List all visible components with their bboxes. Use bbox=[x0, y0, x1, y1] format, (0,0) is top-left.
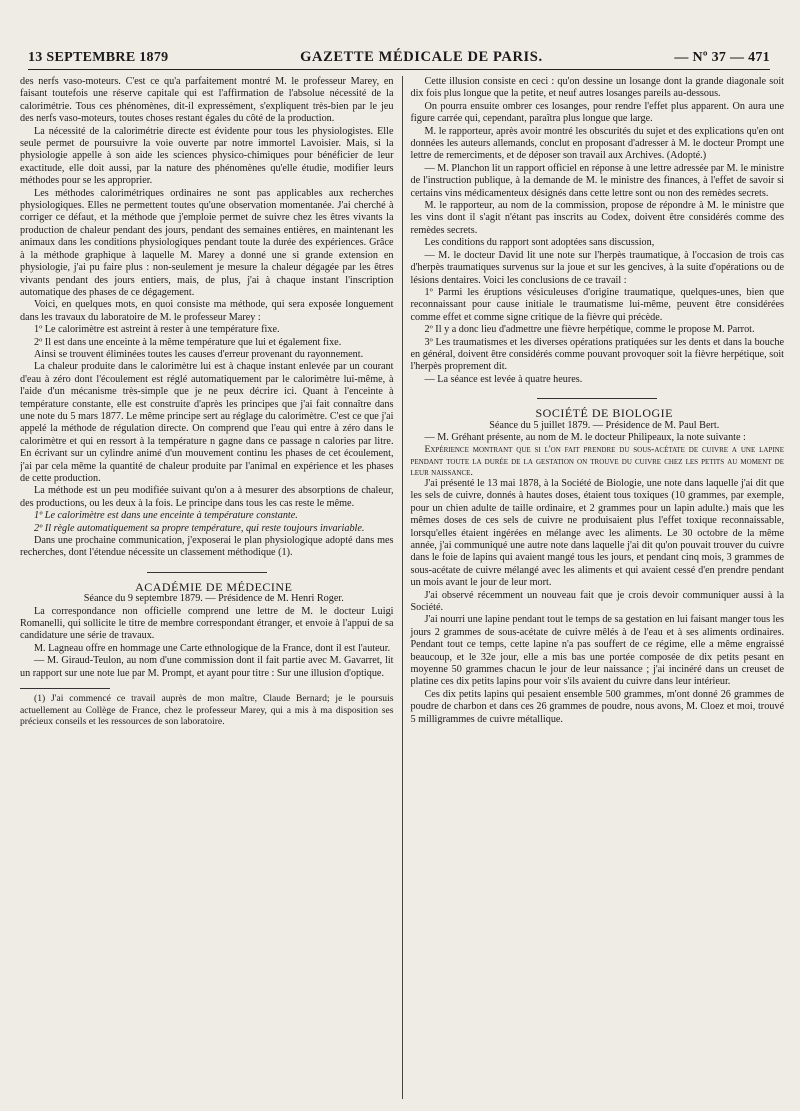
paragraph: On pourra ensuite ombrer ces losanges, pour rendre l'effet plus apparent. On aura une figure carrée qui, cependant, paraîtra plus longue que large. bbox=[410, 100, 784, 125]
paragraph: — M. Planchon lit un rapport officiel en réponse à une lettre adressée par M. le ministre de l'instruction publique, à la demande de M. le ministre des finances, à l'effet de savoir si certains vins médicamenteux désignés dans cette lettre sont ou non des remèdes secrets. bbox=[410, 162, 784, 199]
page-header bbox=[28, 42, 770, 70]
biologie-title: SOCIÉTÉ DE BIOLOGIE bbox=[535, 406, 673, 421]
header-date: 13 SEPTEMBRE 1879 bbox=[28, 50, 169, 65]
section-divider bbox=[537, 398, 657, 399]
header-number: — Nº 37 — 471 bbox=[674, 50, 770, 65]
paragraph: M. le rapporteur, au nom de la commission, propose de répondre à M. le ministre que les vins dont il s'agit n'étant pas inscrits au Codex, doivent être considérés comme des remèdes secrets. bbox=[410, 200, 784, 236]
footnote-rule bbox=[20, 688, 110, 689]
paragraph: 2º Il y a donc lieu d'admettre une fièvre herpétique, comme le propose M. Parrot. bbox=[424, 324, 755, 336]
paragraph: — M. le docteur David lit une note sur l'herpès traumatique, à l'occasion de trois cas d'herpès traumatiques survenus sur la joue et sur les gencives, à la suite d'opérations ou de lésions dentaires. Voici les conclusions de ce travail : bbox=[410, 249, 784, 286]
paragraph: 1º Parmi les éruptions vésiculeuses d'origine traumatique, quelques-unes, bien que reconnaissant pour cause initiale le traumatisme lui-même, peuvent être considérées comme effet et comme signe critique de la fièvre qui précède. bbox=[410, 286, 784, 323]
paragraph: La correspondance non officielle comprend une lettre de M. le docteur Luigi Romanelli, qui sollicite le titre de membre correspondant étranger, et envoie à l'appui de sa candidature une série de travaux. bbox=[20, 605, 394, 642]
paragraph: — M. Giraud-Teulon, au nom d'une commission dont il fait partie avec M. Gavarret, lit un rapport sur une note lue par M. Prompt, et ayant pour titre : Sur une illusion d'optique. bbox=[20, 655, 394, 679]
paragraph: Les conditions du rapport sont adoptées sans discussion, bbox=[424, 237, 655, 249]
paragraph: — La séance est levée à quatre heures. bbox=[424, 373, 583, 385]
paragraph: Dans une prochaine communication, j'exposerai le plan physiologique adopté dans mes recherches, dont l'étendue nécessite un classement méthodique (1). bbox=[20, 535, 394, 559]
academie-title: ACADÉMIE DE MÉDECINE bbox=[135, 579, 293, 594]
paragraph: M. Lagneau offre en hommage une Carte ethnologique de la France, dont il est l'auteur. bbox=[34, 642, 391, 654]
paragraph: 3º Les traumatismes et les diverses opérations pratiquées sur les dents et dans la bouche en général, doivent être considérés comme pouvant provoquer soit la fièvre herpétique, soit l'herpès proprement dit. bbox=[410, 336, 784, 373]
paragraph: — M. Gréhant présente, au nom de M. le docteur Philipeaux, la note suivante : bbox=[424, 431, 746, 443]
paragraph: 1º Le calorimètre est astreint à rester à une température fixe. bbox=[34, 324, 280, 336]
paragraph: M. le rapporteur, après avoir montré les obscurités du sujet et des explications qu'en ont données les auteurs allemands, conclut en proposant d'adresser à M. le docteur Prompt une lettre de remerciments, et de déposer son travail aux Archives. (Adopté.) bbox=[410, 125, 784, 162]
left-column bbox=[20, 76, 402, 1099]
paragraph: La méthode est un peu modifiée suivant qu'on a à mesurer des absorptions de chaleur, des productions, ou les deux à la fois. Le principe dans tous les cas reste le même. bbox=[20, 485, 394, 509]
text-columns bbox=[20, 76, 784, 1099]
paragraph: Ainsi se trouvent éliminées toutes les causes d'erreur provenant du rayonnement. bbox=[34, 348, 364, 360]
biologie-seance: Séance du 5 juillet 1879. — Présidence de M. Paul Bert. bbox=[489, 419, 720, 431]
section-divider bbox=[147, 572, 267, 573]
paragraph: des nerfs vaso-moteurs. C'est ce qu'a parfaitement montré M. le professeur Marey, en faisant toutefois une réserve capitale qui est l'affirmation de l'absolue nécessité de la calorimétrie. Tous ces phénomènes, dit-il expressément, s'expliquent très-bien par le jeu des nerfs vaso-moteurs, toutes choses restant égales du côté de la production. bbox=[20, 76, 394, 125]
paragraph: J'ai nourri une lapine pendant tout le temps de sa gestation en lui faisant manger tous les jours 2 grammes de sous-acétate de cuivre mêlés à de l'eau et à ses aliments ordinaires. Pendant tout ce temps, cette lapine n'a pas souffert de ce régime, elle a même engraissé beaucoup, et le 32e jour, elle a mis bas une portée composée de dix petits pesant en moyenne 50 grammes chacun le jour de leur naissance ; j'ai incinéré dans un creuset de platine ces dix petits lapins pour voir s'ils avaient du cuivre dans leur intérieur. bbox=[410, 614, 784, 688]
academie-seance: Séance du 9 septembre 1879. — Présidence de M. Henri Roger. bbox=[83, 593, 344, 605]
paragraph: J'ai observé récemment un nouveau fait que je crois devoir communiquer aussi à la Société. bbox=[410, 589, 784, 614]
article-subheading: Expérience montrant que si l'on fait prendre du sous-acétate de cuivre a une lapine pendant toute la durée de la gestation on trouve du cuivre chez les petits au moment de leur naissance. bbox=[410, 444, 784, 478]
paragraph: Les méthodes calorimétriques ordinaires ne sont pas applicables aux recherches physiologiques. Elles ne permettent toutes qu'une observation momentanée. J'ai cherché à corriger ce défaut, et la méthode que j'emploie permet de suivre chez les êtres vivants la production de chaleur pendant des jours, pendant des semaines entières, en maintenant les animaux dans les conditions physiologiques pendant toute la durée des expériences. Grâce à la méthode graphique à laquelle M. Marey a donné une si grande extension en physiologie, j'ai pu faire plus : non-seulement je mesure la chaleur dégagée par les êtres vivants pendant des jours entiers, mais, de plus, j'ai à chaque instant l'inscription automatique des phases de ce dégagement. bbox=[20, 187, 394, 298]
paragraph: La chaleur produite dans le calorimètre lui est à chaque instant enlevée par un courant d'eau à zéro dont l'écoulement est réglé automatiquement par le calorimètre lui-même, à l'aide d'un mécanisme très-simple que je ne peux décrire ici. Quant à l'enceinte à température constante, elle est construite d'après les principes que j'ai fait connaître dans une note du 5 mars 1877. Le même principe sert au réglage du calorimètre. C'est ce que j'ai appelé la méthode de régulation directe. On comprend que l'eau qui entre à zéro dans le calorimètre et qui en ressort à la température n gagne dans ce passage n calories par litre. En écrivant sur un cylindre animé d'un mouvement continu les phases de cet écoulement, j'ai par cela même la quantité de chaleur produite par l'animal en expérience et les phases de cette production. bbox=[20, 361, 394, 484]
paragraph: Ces dix petits lapins qui pesaient ensemble 500 grammes, m'ont donné 26 grammes de poudre de charbon et dans ces 26 grammes de poudre, nous avons, M. Cloez et moi, trouvé 5 milligrammes de cuivre métallique. bbox=[410, 688, 784, 725]
right-column bbox=[402, 76, 785, 1099]
paragraph: La nécessité de la calorimétrie directe est évidente pour tous les physiologistes. Elle seule permet de poursuivre la voie ouverte par notre immortel Lavoisier. Mais, si la physiologie appelle à son aide les sciences physico-chimiques pour bénéficier de leur exactitude, elle doit aussi, par la nature des phénomènes qu'elle étudie, modifier leurs méthodes pour se les approprier. bbox=[20, 125, 394, 187]
footnote: (1) J'ai commencé ce travail auprès de mon maître, Claude Bernard; je le poursuis actuellement au Collège de France, chez le professeur Marey, qui a mis à ma disposition ses précieux conseils et les ressources de son laboratoire. bbox=[20, 693, 394, 727]
paragraph: Cette illusion consiste en ceci : qu'on dessine un losange dont la grande diagonale soit dix fois plus longue que la petite, et neuf autres losanges pareils au-dessous. bbox=[410, 76, 784, 100]
paragraph: 1º Le calorimètre est dans une enceinte à température constante. bbox=[34, 510, 298, 522]
paragraph: J'ai présenté le 13 mai 1878, à la Société de Biologie, une note dans laquelle j'ai dit que les sels de cuivre, donnés à hautes doses, étaient tous toxiques (10 grammes, par exemple, pour un chien adulte de taille ordinaire, et 2 grammes pour un lapin adulte.) mais que les mêmes doses de ces sels de cuivre ne produisaient plus l'effet toxique reconnaissable, lorsqu'elles étaient ingérées en mélange avec les aliments. Le 30 octobre de la même année, j'ai communiqué une autre note dans laquelle j'ai dit qu'on pouvait trouver du cuivre dans le foie de lapins qui avaient mangé tous les jours, et pendant cinq mois, 3 grammes de sous-acétate de cuivre mélangé avec les aliments et qui avaient cessé d'en prendre pendant un mois avant le jour de leur mort. bbox=[410, 477, 784, 589]
header-title: GAZETTE MÉDICALE DE PARIS. bbox=[300, 49, 543, 65]
paragraph: Voici, en quelques mots, en quoi consiste ma méthode, qui sera exposée longuement dans les travaux du laboratoire de M. le professeur Marey : bbox=[20, 299, 394, 323]
paragraph: 2º Il règle automatiquement sa propre température, qui reste toujours invariable. bbox=[34, 522, 365, 534]
paragraph: 2º Il est dans une enceinte à la même température que lui et également fixe. bbox=[34, 336, 342, 348]
